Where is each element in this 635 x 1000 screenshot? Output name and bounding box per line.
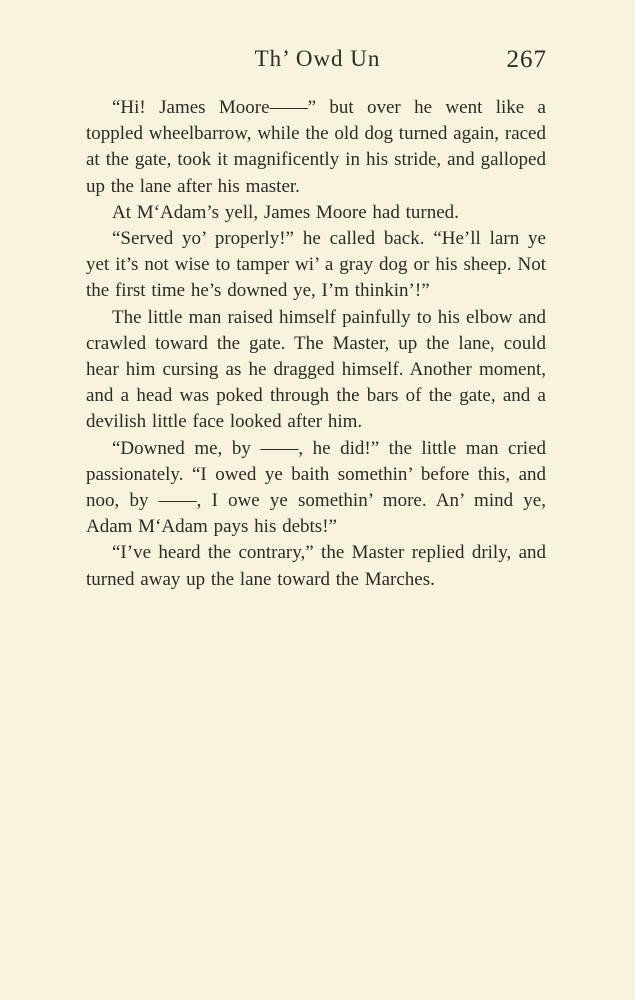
body-text [86,95,546,593]
paragraph: “I’ve heard the contrary,” the Master replied drily, and turned away up the lane toward the Marches. [86,542,546,590]
paragraph: At M‘Adam’s yell, James Moore had turned. [112,201,459,223]
page-number: 267 [506,46,547,73]
paragraph: “Hi! James Moore——” but over he went like a toppled wheelbarrow, while the old dog turned again, raced at the gate, took it magnificently in his stride, and galloped up the lane after his master. [86,97,546,197]
paragraph: “Downed me, by ——, he did!” the little man cried passionately. “I owed ye baith somethin’ before this, and noo, by ——, I owe ye somethin’ more. An’ mind ye, Adam M‘Adam pays his debts!” [86,437,546,538]
paragraph: The little man raised himself painfully to his elbow and crawled toward the gate. The Master, up the lane, could hear him cursing as he dragged himself. Another moment, and a head was poked through the bars of the gate, and a devilish little face looked after him. [86,306,546,433]
paragraph: “Served yo’ properly!” he called back. “He’ll larn ye yet it’s not wise to tamper wi’ a gray dog or his sheep. Not the first time he’s downed ye, I’m thinkin’!” [86,228,546,302]
running-title: Th’ Owd Un [254,46,381,71]
